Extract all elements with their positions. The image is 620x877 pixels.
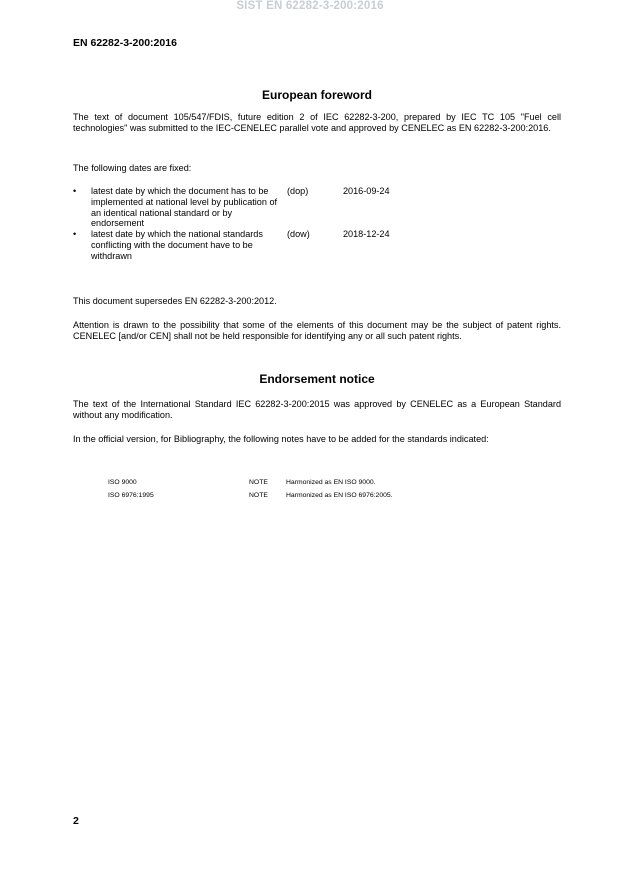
date-code: (dop) xyxy=(287,186,309,196)
watermark: SIST EN 62282-3-200:2016 xyxy=(236,0,384,12)
list-item xyxy=(108,489,393,502)
list-item xyxy=(73,229,561,261)
note-keyword: NOTE xyxy=(249,479,268,486)
note-text: Harmonized as EN ISO 6976:2005. xyxy=(286,492,393,499)
date-code: (dow) xyxy=(287,229,310,240)
note-keyword: NOTE xyxy=(249,492,268,499)
date-value: 2018-12-24 xyxy=(343,229,390,240)
dates-intro-paragraph: The following dates are fixed: xyxy=(73,163,192,173)
note-standard: ISO 6976:1995 xyxy=(108,492,154,499)
foreword-title: European foreword xyxy=(261,88,372,102)
list-item xyxy=(73,186,561,229)
bibliography-intro-paragraph: In the official version, for Bibliography, the following notes have to be added for the standards indicated: xyxy=(73,434,489,444)
note-standard: ISO 9000 xyxy=(108,479,137,486)
foreword-intro-paragraph: The text of document 105/547/FDIS, future edition 2 of IEC 62282-3-200, prepared by IEC TC 105 "Fuel cell technologies" was submitted to the IEC-CENELEC parallel vote and approved by CENELEC as EN 62282-3-200:2016. xyxy=(73,112,561,133)
date-value: 2016-09-24 xyxy=(343,186,390,196)
endorsement-paragraph: The text of the International Standard IEC 62282-3-200:2015 was approved by CENELEC as a European Standard without any modification. xyxy=(73,399,561,420)
bullet-marker: • xyxy=(73,229,77,240)
date-description: latest date by which the document has to be implemented at national level by publication of an identical national standard or by endorsement xyxy=(91,186,278,229)
note-text: Harmonized as EN ISO 9000. xyxy=(286,479,376,486)
endorsement-title: Endorsement notice xyxy=(259,372,375,386)
dates-list xyxy=(73,186,561,262)
list-item xyxy=(108,476,393,489)
document-id-header: EN 62282-3-200:2016 xyxy=(73,37,177,49)
attention-paragraph: Attention is drawn to the possibility that some of the elements of this document may be the subject of patent rights. CENELEC [and/or CEN] shall not be held responsible for identifying any or all such patent rights. xyxy=(73,320,561,341)
bibliography-notes xyxy=(108,476,393,502)
supersedes-paragraph: This document supersedes EN 62282-3-200:2012. xyxy=(73,296,277,306)
bullet-marker: • xyxy=(73,186,77,196)
page-number: 2 xyxy=(73,815,79,827)
date-description: latest date by which the national standards conflicting with the document have to be withdrawn xyxy=(91,229,263,261)
